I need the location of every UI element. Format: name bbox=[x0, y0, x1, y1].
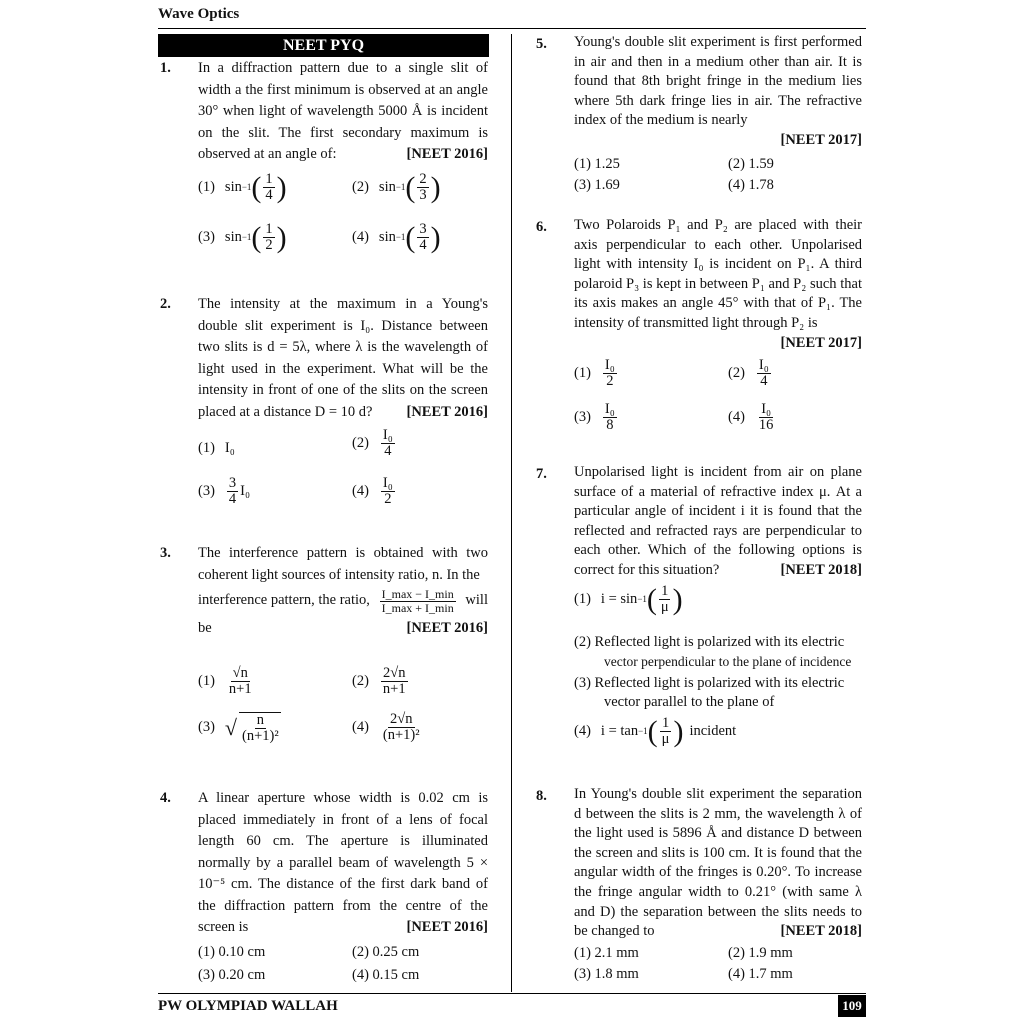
option-1[interactable]: (1) i = sin −1 ( $\frac{1}{\mu}$ ) bbox=[574, 582, 683, 616]
option-4[interactable]: (4) $\frac{\text{I₀}}{16}$ bbox=[728, 401, 774, 434]
option-2[interactable]: (2) $\frac{\text{I₀}}{4}$ bbox=[728, 357, 769, 390]
option-4[interactable]: (4) $\frac{\text{I₀}}{2}$ bbox=[352, 475, 393, 508]
option-4[interactable]: (4) $\frac{2√n}{\text{(n+1)²}}$ bbox=[352, 711, 420, 744]
option-2[interactable]: (2) 1.59 bbox=[728, 156, 774, 172]
header-rule bbox=[158, 28, 866, 29]
option-1[interactable]: (1) 0.10 cm bbox=[198, 944, 266, 960]
option-3[interactable]: (3) $\frac{3}{4}$ I₀ bbox=[198, 475, 251, 508]
question-text: In Young's double slit experiment the separation d between the slits is 2 mm, the wavelength λ of the light used is 5896 Å and distance D between the screen and slits is 100 cm. It is found that the angular width of the fringes is 0.20°. To increase the fringe angular width to 0.21° (with same λ and D) the separation between the slits needs to be changed to bbox=[574, 786, 862, 940]
option-2[interactable]: (2) 0.25 cm bbox=[352, 944, 420, 960]
option-1[interactable]: (1) 2.1 mm bbox=[574, 945, 639, 961]
option-3[interactable]: (3) √ $\frac{n}{\text{(n+1)²}}$ bbox=[198, 712, 279, 745]
question-7 bbox=[574, 463, 862, 581]
question-number: 2. bbox=[160, 296, 171, 312]
option-4[interactable]: (4) i = tan −1 ( $\frac{1}{\mu}$ ) incident bbox=[574, 714, 737, 748]
question-text: The interference pattern is obtained with two coherent light sources of intensity ratio, n. In the bbox=[198, 545, 488, 583]
question-text: In a diffraction pattern due to a single slit of width a the first minimum is observed at an angle 30° when light of wavelength 5000 Å is incident on the slit. The first secondary maximum is observed at an angle of: bbox=[198, 60, 488, 162]
question-text: Two Polaroids P₁ and P₂ are placed with their axis perpendicular to each other. Unpolarised light with intensity I₀ is incident on P₁. A third polaroid P₃ is kept in between P₁ and P₂ such that its axis makes an angle 45° with that of P₁. The intensity of transmitted light through P₂ is bbox=[574, 217, 862, 331]
question-3: The interference pattern is obtained with two coherent light sources of intensity ratio, n. In the interference pattern, the ratio, $\frac{I\_\max - I\_\min}{I\_\max + I\_\min}$ will be [NEET 2016] bbox=[198, 543, 488, 640]
question-number: 7. bbox=[536, 466, 547, 482]
exam-tag: [NEET 2016] bbox=[406, 919, 488, 935]
question-8 bbox=[574, 785, 862, 942]
option-1[interactable]: (1) 1.25 bbox=[574, 156, 620, 172]
exam-tag: [NEET 2016] bbox=[406, 403, 488, 420]
question-number: 8. bbox=[536, 788, 547, 804]
option-3[interactable]: (3) sin −1 ( $\frac{1}{2}$ ) bbox=[198, 220, 287, 254]
footer-rule bbox=[158, 993, 866, 994]
option-4[interactable]: (4) 0.15 cm bbox=[352, 967, 420, 983]
option-4[interactable]: (4) 1.7 mm bbox=[728, 966, 793, 982]
option-2[interactable]: (2) sin −1 ( $\frac{2}{3}$ ) bbox=[352, 170, 441, 204]
option-2[interactable]: (2) Reflected light is polarized with its electric vector perpendicular to the plane of incidence bbox=[574, 634, 852, 669]
question-1 bbox=[198, 58, 488, 166]
option-1[interactable]: (1) I₀ bbox=[198, 440, 235, 456]
exam-tag: [NEET 2016] bbox=[406, 620, 488, 637]
option-1[interactable]: (1) sin −1 ( $\frac{1}{4}$ ) bbox=[198, 170, 287, 204]
question-5 bbox=[574, 33, 862, 151]
exam-tag: [NEET 2016] bbox=[406, 146, 488, 162]
section-banner: NEET PYQ bbox=[158, 34, 489, 57]
option-3[interactable]: (3) 1.69 bbox=[574, 177, 620, 193]
exam-tag: [NEET 2017] bbox=[780, 131, 862, 148]
question-number: 6. bbox=[536, 219, 547, 235]
question-text: Unpolarised light is incident from air on plane surface of a material of refractive index μ. At a particular angle of incident i it is found that the reflected and refracted rays are perpendicular to each other. Which of the following options is correct for this situation? bbox=[574, 464, 862, 578]
option-4[interactable]: (4) sin −1 ( $\frac{3}{4}$ ) bbox=[352, 220, 441, 254]
option-2[interactable]: (2) $\frac{2√n}{n+1}$ bbox=[352, 665, 406, 698]
exam-tag: [NEET 2017] bbox=[780, 334, 862, 351]
question-4 bbox=[198, 788, 488, 939]
ratio-fraction: $\frac{I\_\max - I\_\min}{I\_\max + I\_\min}$ bbox=[381, 587, 454, 615]
option-1[interactable]: (1) $\frac{√n}{n+1}$ bbox=[198, 665, 252, 698]
option-3[interactable]: (3) $\frac{\text{I₀}}{8}$ bbox=[574, 401, 615, 434]
page-header-title: Wave Optics bbox=[158, 6, 240, 22]
column-divider bbox=[511, 34, 512, 992]
option-2[interactable]: (2) $\frac{\text{I₀}}{4}$ bbox=[352, 427, 393, 460]
question-number: 4. bbox=[160, 790, 171, 806]
question-text-cont: interference pattern, the ratio, bbox=[198, 592, 370, 609]
question-text: Young's double slit experiment is first performed in air and then in a medium other than air. It is found that 8th bright fringe in the medium lies where 5th dark fringe lies in air. The refractive index of the medium is nearly bbox=[574, 34, 862, 129]
option-3[interactable]: (3) 0.20 cm bbox=[198, 967, 266, 983]
question-6 bbox=[574, 216, 862, 353]
question-number: 1. bbox=[160, 60, 171, 76]
footer-publisher: PW OLYMPIAD WALLAH bbox=[158, 998, 338, 1014]
question-number: 3. bbox=[160, 545, 171, 561]
option-4[interactable]: (4) 1.78 bbox=[728, 177, 774, 193]
question-text: The intensity at the maximum in a Young's double slit experiment is I₀. Distance between two slits is d = 5λ, where λ is the wavelength of light used in the experiment. What will be the intensity in front of one of the slits on the screen placed at a distance D = 10 d? bbox=[198, 296, 488, 420]
page-number: 109 bbox=[838, 995, 866, 1017]
exam-tag: [NEET 2018] bbox=[780, 561, 862, 578]
option-3[interactable]: (3) 1.8 mm bbox=[574, 966, 639, 982]
option-3[interactable]: (3) Reflected light is polarized with its electric vector parallel to the plane of bbox=[574, 675, 845, 710]
option-1[interactable]: (1) $\frac{\text{I₀}}{2}$ bbox=[574, 357, 615, 390]
exam-tag: [NEET 2018] bbox=[780, 923, 862, 940]
question-number: 5. bbox=[536, 36, 547, 52]
option-2[interactable]: (2) 1.9 mm bbox=[728, 945, 793, 961]
question-text: A linear aperture whose width is 0.02 cm is placed immediately in front of a lens of focal length 60 cm. The aperture is illuminated normally by a parallel beam of wavelength 5 × 10⁻⁵ cm. The distance of the first dark band of the diffraction pattern from the centre of the screen is bbox=[198, 790, 488, 935]
question-2 bbox=[198, 294, 488, 423]
